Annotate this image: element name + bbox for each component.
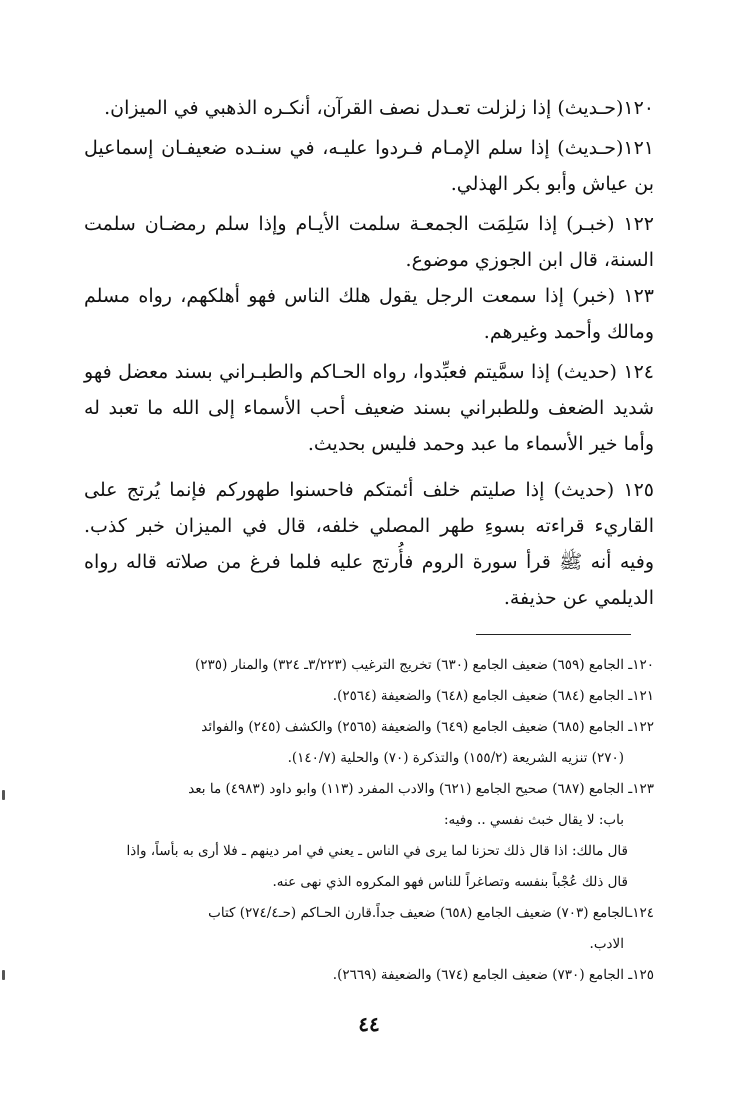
- footnote-123-cont: باب: لا يقال خبث نفسي .. وفيه:: [443, 812, 624, 828]
- footnote-123-quote: قال مالك: اذا قال ذلك تحزنا لما يرى في الناس ـ يعني في امر دينهم ـ فلا أرى به بأساً، واذا: [126, 843, 628, 859]
- entry-120: ١٢٠(حـديث) إذا زلزلت تعـدل نصف القرآن، أنكـره الذهبي في الميزان.: [104, 97, 654, 119]
- footnote-122: ١٢٢ـ الجامع (٦٨٥) ضعيف الجامع (٦٤٩) والضعيفة (٢٥٦٥) والكشف (٢٤٥) والفوائد: [201, 719, 654, 735]
- main-text: [84, 90, 654, 616]
- entry-124: ١٢٤ (حديث) إذا سمَّيتم فعبِّدوا، رواه الحـاكم والطبـراني بسند معضل فهو شديد الضعف وللطبراني بسند ضعيف أحب الأسماء إلى الله ما تعبد له وأما خير الأسماء ما عبد وحمد فليس بحديث.: [84, 361, 654, 455]
- entry-123: ١٢٣ (خبر) إذا سمعت الرجل يقول هلك الناس فهو أهلكهم، رواه مسلم ومالك وأحمد وغيرهم.: [84, 285, 654, 343]
- footnote-122-cont: (٢٧٠) تنزيه الشريعة (١٥٥/٢) والتذكرة (٧٠) والحلية (١٤٠/٧).: [287, 750, 624, 766]
- page-number: ٤٤: [358, 1012, 380, 1036]
- entry-125: ١٢٥ (حديث) إذا صليتم خلف أئمتكم فاحسنوا طهوركم فإنما يُرتج على القاريء قراءته بسوءِ طهر المصلي خلفه، قال في الميزان خبر كذب. وفيه أنه ﷺ قرأ سورة الروم فأُرتج عليه فلما فرغ من صلاته قاله رواه الديلمي عن حذيفة.: [84, 479, 654, 609]
- footnote-125: ١٢٥ـ الجامع (٧٣٠) ضعيف الجامع (٦٧٤) والضعيفة (٢٦٦٩).: [332, 967, 654, 983]
- footnote-120: ١٢٠ـ الجامع (٦٥٩) ضعيف الجامع (٦٣٠) تخريج الترغيب (٣/٢٢٣ـ ٣٢٤) والمنار (٢٣٥): [195, 657, 654, 673]
- footnotes: [84, 650, 654, 991]
- scan-edge-mark: [2, 970, 5, 980]
- footnote-121: ١٢١ـ الجامع (٦٨٤) ضعيف الجامع (٦٤٨) والضعيفة (٢٥٦٤).: [332, 688, 654, 704]
- footnote-124: ١٢٤ـالجامع (٧٠٣) ضعيف الجامع (٦٥٨) ضعيف جداً.قارن الحـاكم (حـ٢٧٤/٤) كتاب: [208, 905, 654, 921]
- entry-122: ١٢٢ (خبـر) إذا سَلِمَت الجمعـة سلمت الأيـام وإذا سلم رمضـان سلمت السنة، قال ابن الجوزي موضوع.: [84, 213, 654, 271]
- footnote-separator: [476, 634, 631, 635]
- entry-121: ١٢١(حـديث) إذا سلم الإمـام فـردوا عليـه، في سنـده ضعيفـان إسماعيل بن عياش وأبو بكر الهذلي.: [84, 137, 654, 195]
- scan-edge-mark: [2, 790, 5, 800]
- footnote-123: ١٢٣ـ الجامع (٦٨٧) صحيح الجامع (٦٢١) والادب المفرد (١١٣) وابو داود (٤٩٨٣) ما بعد: [188, 781, 654, 797]
- footnote-123-quote-cont: قال ذلك عُجْباً بنفسه وتصاغراً للناس فهو المكروه الذي نهى عنه.: [272, 874, 628, 890]
- footnote-124-cont: الادب.: [589, 936, 624, 952]
